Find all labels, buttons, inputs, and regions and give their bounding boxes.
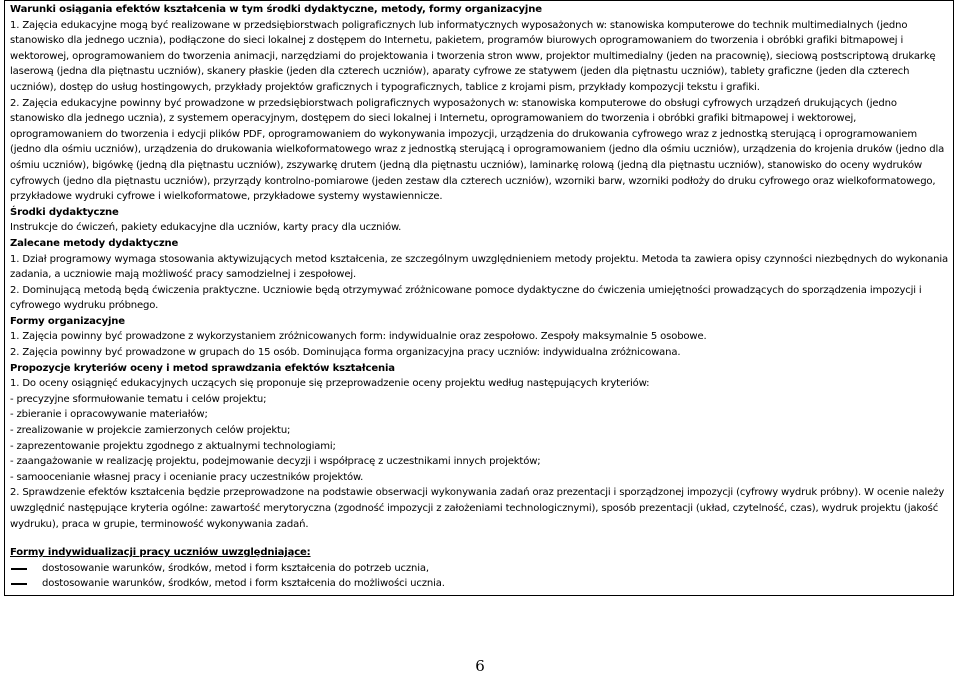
individualization-heading: Formy indywidualizacji pracy uczniów uwzględniające:: [10, 547, 311, 559]
methods-paragraph-1: 1. Dział programowy wymaga stosowania aktywizujących metod kształcenia, ze szczególnym uwzględnieniem metody projektu. Metoda ta zawiera opisy czynności niezbędnych do wykonania zadania, a uczniowie mają możliwość pracy samodzielnej i zespołowej.: [10, 253, 948, 281]
assessment-criterion: - zbieranie i opracowywanie materiałów;: [10, 409, 208, 421]
page-number: 6: [475, 657, 485, 675]
methods-heading: Zalecane metody dydaktyczne: [10, 237, 179, 249]
assessment-criterion: - zaangażowanie w realizację projektu, podejmowanie decyzji i współpracę z uczestnikami innych projektów;: [10, 456, 541, 468]
section-heading-conditions: Warunki osiągania efektów kształcenia w tym środki dydaktyczne, metody, formy organizacyjne: [10, 4, 542, 15]
assessment-intro: 1. Do oceny osiągnięć edukacyjnych uczących się proponuje się przeprowadzenie oceny projektu według następujących kryteriów:: [10, 378, 650, 390]
dash-bullet-icon: [11, 583, 27, 585]
assessment-heading: Propozycje kryteriów oceny i metod sprawdzania efektów kształcenia: [10, 362, 395, 374]
assessment-paragraph-2: 2. Sprawdzenie efektów kształcenia będzie przeprowadzone na podstawie obserwacji wykonywania zadań oraz prezentacji i sporządzonej impozycji (cyfrowy wydruk próbny). W ocenie należy uwzględnić następujące kryteria ogólne: zawartość merytoryczna (zgodność impozycji z założeniami technologicznymi), sposób prezentacji (układ, czytelność, czas), wydruk projektu (jakość wydruku), praca w grupie, terminowość wykonywania zadań.: [10, 487, 945, 530]
dash-bullet-icon: [11, 568, 27, 570]
teaching-aids-heading: Środki dydaktyczne: [10, 206, 119, 218]
content-box: [4, 0, 954, 596]
org-forms-paragraph-2: 2. Zajęcia powinny być prowadzone w grupach do 15 osób. Dominująca forma organizacyjna pracy uczniów: indywidualna zróżnicowana.: [10, 347, 681, 359]
document-body: [10, 2, 948, 592]
org-forms-paragraph-1: 1. Zajęcia powinny być prowadzone z wykorzystaniem zróżnicowanych form: indywidualnie oraz zespołowo. Zespoły maksymalnie 5 osobowe.: [10, 331, 707, 343]
teaching-aids-text: Instrukcje do ćwiczeń, pakiety edukacyjne dla uczniów, karty pracy dla uczniów.: [10, 222, 402, 234]
assessment-criterion: - samoocenianie własnej pracy i ocenianie pracy uczestników projektów.: [10, 471, 364, 483]
spacer: [10, 532, 948, 545]
individualization-item-text: dostosowanie warunków, środków, metod i form kształcenia do potrzeb ucznia,: [42, 562, 429, 574]
conditions-paragraph-2: 2. Zajęcia edukacyjne powinny być prowadzone w przedsiębiorstwach poligraficznych wyposażonych w: stanowiska komputerowe do obsługi cyfrowych urządzeń drukujących (jedno stanowisko dla jednego ucznia), z systemem operacyjnym, dostępem do sieci lokalnej i Internetu, oprogramowaniem do tworzenia i obróbki grafiki bitmapowej i wektorowej, oprogramowaniem do tworzenia i edycji plików PDF, oprogramowaniem do wykonywania impozycji, urządzenia do drukowania cyfrowego wraz z jednostką sterującą i oprogramowaniem (jedno dla ośmiu uczniów), urządzenia do drukowania wielkoformatowego wraz z jednostką sterującą i oprogramowaniem (jedno dla ośmiu uczniów), urządzenia do krojenia druków (jedno dla ośmiu uczniów), bigówkę (jedną dla piętnastu uczniów), zszywarkę drutem (jedną dla piętnastu uczniów), laminarkę rolową (jedną dla piętnastu uczniów), stanowisko do oceny wydruków cyfrowych (jedno dla piętnastu uczniów), przyrządy kontrolno-pomiarowe (jeden zestaw dla czterech uczniów), wzorniki barw, wzorniki podłoży do druku cyfrowego oraz wielkoformatowego, przykładowe wydruki cyfrowe i wielkoformatowe, przykładowe systemy wystawiennicze.: [10, 97, 945, 203]
individualization-item: [10, 561, 948, 577]
assessment-criterion: - zrealizowanie w projekcie zamierzonych celów projektu;: [10, 425, 291, 437]
methods-paragraph-2: 2. Dominującą metodą będą ćwiczenia praktyczne. Uczniowie będą otrzymywać zróżnicowane pomoce dydaktyczne do ćwiczenia umiejętności prowadzących do sporządzenia impozycji i cyfrowego wydruku próbnego.: [10, 284, 922, 312]
individualization-item-text: dostosowanie warunków, środków, metod i form kształcenia do możliwości ucznia.: [42, 578, 445, 590]
individualization-item: [10, 576, 948, 592]
org-forms-heading: Formy organizacyjne: [10, 315, 125, 327]
assessment-criterion: - precyzyjne sformułowanie tematu i celów projektu;: [10, 393, 267, 405]
assessment-criterion: - zaprezentowanie projektu zgodnego z aktualnymi technologiami;: [10, 440, 336, 452]
conditions-paragraph-1: 1. Zajęcia edukacyjne mogą być realizowane w przedsiębiorstwach poligraficznych lub informatycznych wyposażonych w: stanowiska komputerowe do technik multimedialnych (jedno stanowisko dla jednego ucznia), podłączone do sieci lokalnej z dostępem do Internetu, pakietem, programów biurowych oprogramowaniem do tworzenia i obróbki grafiki bitmapowej i wektorowej, oprogramowaniem do tworzenia animacji, narzędziami do projektowania i tworzenia stron www, projektor multimedialny (jeden na pracownię), sieciową postscriptową drukarkę laserową (jedna dla piętnastu uczniów), skanery płaskie (jeden dla czterech uczniów), aparaty cyfrowe ze statywem (jeden dla piętnastu uczniów), tablety graficzne (jeden dla czterech uczniów), dostęp do usług hostingowych, przykłady projektów graficznych i typograficznych, tablice z krojami pism, przykłady kompozycji tekstu i grafiki.: [10, 19, 936, 93]
